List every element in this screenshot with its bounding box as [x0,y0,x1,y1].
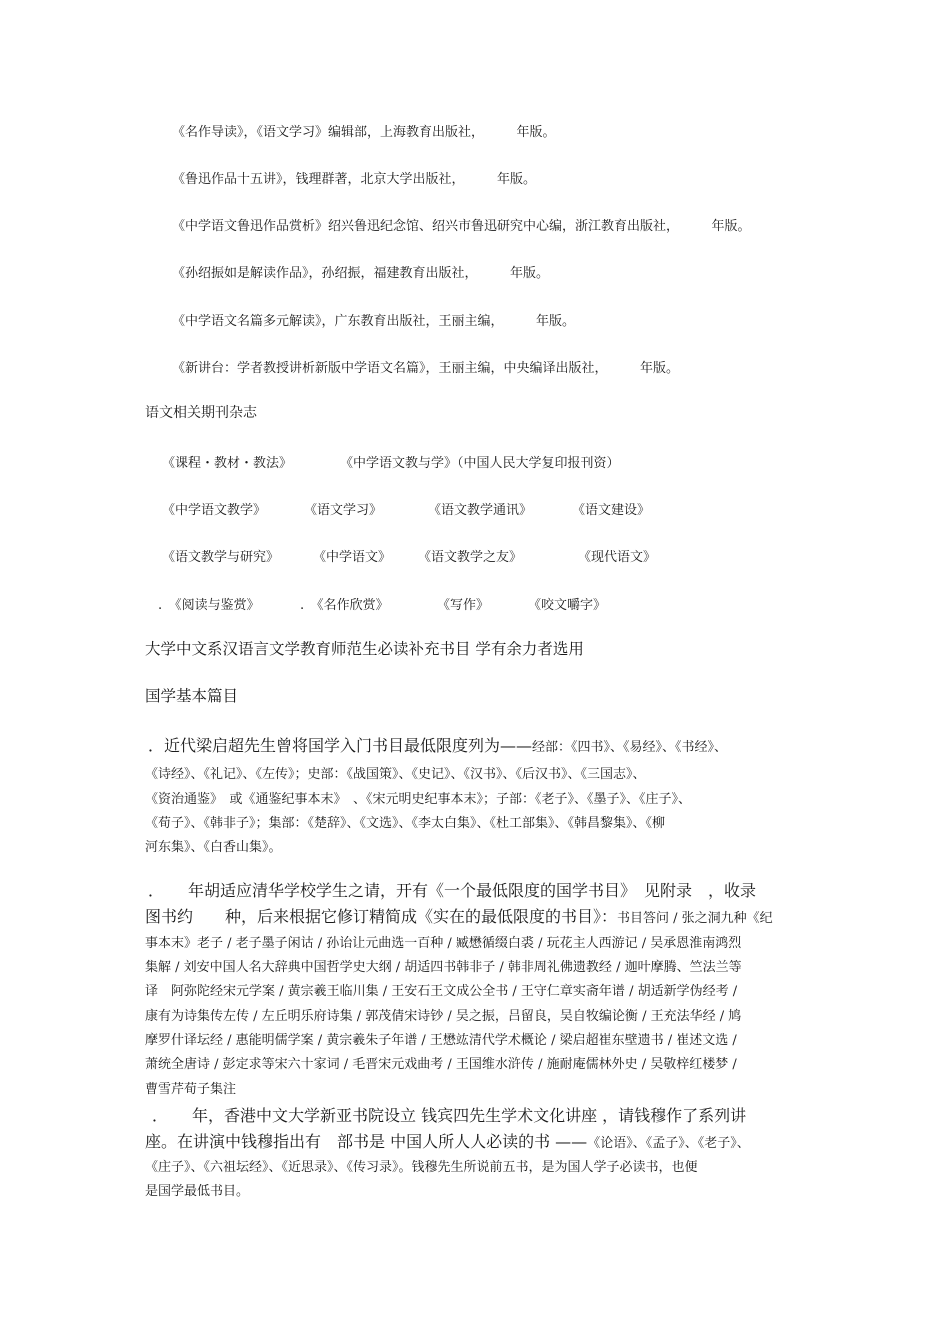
journal-item: 《中学语文》 [313,550,392,565]
reference-item: 《孙绍振如是解读作品》，孙绍振，福建教育出版社， 年版。 [172,266,550,281]
journal-item: 《中学语文教学》 [162,503,267,518]
paragraph-line: 是国学最低书目。 [145,1184,250,1199]
supplement-heading: 大学中文系汉语言文学教育师范生必读补充书目 学有余力者选用 [145,640,584,658]
paragraph-qian-mu: ． 年，香港中文大学新亚书院设立 钱宾四先生学术文化讲座 ，请钱穆作了系列讲 [152,1106,747,1125]
journals-heading: 语文相关期刊杂志 [145,405,257,421]
journal-item: 《语文教学与研究》 [162,550,280,565]
paragraph-line: 集解 / 刘安中国人名大辞典中国哲学史大纲 / 胡适四书韩非子 / 韩非周礼佛遗教经 / 迦叶摩腾、竺法兰等 [145,960,742,975]
journal-item: 《中学语文教与学》（中国人民大学复印报刊资） [340,456,620,471]
paragraph-text: 书目答问 / 张之洞九种《纪 [617,911,773,926]
journal-item: 《语文教学通讯》 [428,503,533,518]
journal-item: 《现代语文》 [578,550,657,565]
paragraph-line: 河东集》、《白香山集》。 [145,840,282,855]
reference-item: 《中学语文名篇多元解读》，广东教育出版社，王丽主编， 年版。 [172,314,576,329]
paragraph-line: 《诗经》、《礼记》、《左传》；史部：《战国策》、《史记》、《汉书》、《后汉书》、《三国志》、 [145,767,646,782]
paragraph-line: 译 阿弥陀经宋元学案 / 黄宗羲王临川集 / 王安石王文成公全书 / 王守仁章实斋年谱 / 胡适新学伪经考 / [145,984,738,999]
journal-item: 《语文建设》 [572,503,651,518]
paragraph-lead: 座。在讲演中钱穆指出有 部书是 中国人所人人必读的书 —— [145,1132,588,1151]
paragraph-line: 曹雪芹荀子集注 [145,1082,237,1097]
paragraph-line [145,904,773,927]
journal-item: 《课程・教材・教法》 [162,456,293,471]
paragraph-line: 萧统全唐诗 / 彭定求等宋六十家词 / 毛晋宋元戏曲考 / 王国维水浒传 / 施耐庵儒林外史 / 吴敬梓红楼梦 / [145,1057,737,1072]
paragraph-line: 摩罗什译坛经 / 惠能明儒学案 / 黄宗羲朱子年谱 / 王懋竑清代学术概论 / 梁启超崔东壁遗书 / 崔述文选 / [145,1033,737,1048]
reference-item: 《名作导读》，《语文学习》编辑部，上海教育出版社， 年版。 [172,125,556,140]
reference-item: 《鲁迅作品十五讲》，钱理群著，北京大学出版社， 年版。 [172,172,537,187]
paragraph-line: 康有为诗集传左传 / 左丘明乐府诗集 / 郭茂倩宋诗钞 / 吴之振，吕留良，吴自牧编论衡 / 王充法华经 / 鸠 [145,1009,742,1024]
paragraph-lead: ．近代梁启超先生曾将国学入门书目最低限度列为—— [148,736,533,755]
reference-item: 《中学语文鲁迅作品赏析》绍兴鲁迅纪念馆、绍兴市鲁迅研究中心编，浙江教育出版社， 年版。 [172,219,751,234]
paragraph-line: 《荀子》、《韩非子》；集部：《楚辞》、《文选》、《李太白集》、《杜工部集》、《韩昌黎集》、《柳 [145,816,666,831]
journal-item: 《语文学习》 [304,503,383,518]
journal-item: 《写作》 [437,598,490,613]
guoxue-heading: 国学基本篇目 [145,687,239,705]
journal-item: . 《名作欣赏》 [300,598,389,613]
paragraph-text: 经部：《四书》、《易经》、《书经》、 [532,740,728,755]
paragraph-line [145,1129,750,1152]
reference-item: 《新讲台：学者教授讲析新版中学语文名篇》，王丽主编，中央编译出版社， 年版。 [172,361,680,376]
journal-item: 《语文教学之友》 [418,550,523,565]
paragraph-liang-qichao [148,733,727,756]
journal-item: 《咬文嚼字》 [528,598,607,613]
journal-item: . 《阅读与鉴赏》 [158,598,260,613]
paragraph-line: 《庄子》、《六祖坛经》、《近思录》、《传习录》。钱穆先生所说前五书，是为国人学子必读书，也便 [145,1160,698,1175]
paragraph-hu-shi: ． 年胡适应清华学校学生之请，开有《一个最低限度的国学书目》 见附录 ，收录 [148,881,757,900]
paragraph-text: 《论语》、《孟子》、《老子》、 [587,1136,750,1151]
paragraph-line: 事本末》老子 / 老子墨子闲诂 / 孙诒让元曲选一百种 / 臧懋循缀白裘 / 玩花主人西游记 / 吴承恩淮南鸿烈 [145,936,742,951]
paragraph-lead: 图书约 种，后来根据它修订精简成《实在的最低限度的书目》： [145,907,618,926]
paragraph-line: 《资治通鉴》 或《通鉴纪事本末》 、《宋元明史纪事本末》；子部：《老子》、《墨子》、《庄子》、 [145,792,692,807]
